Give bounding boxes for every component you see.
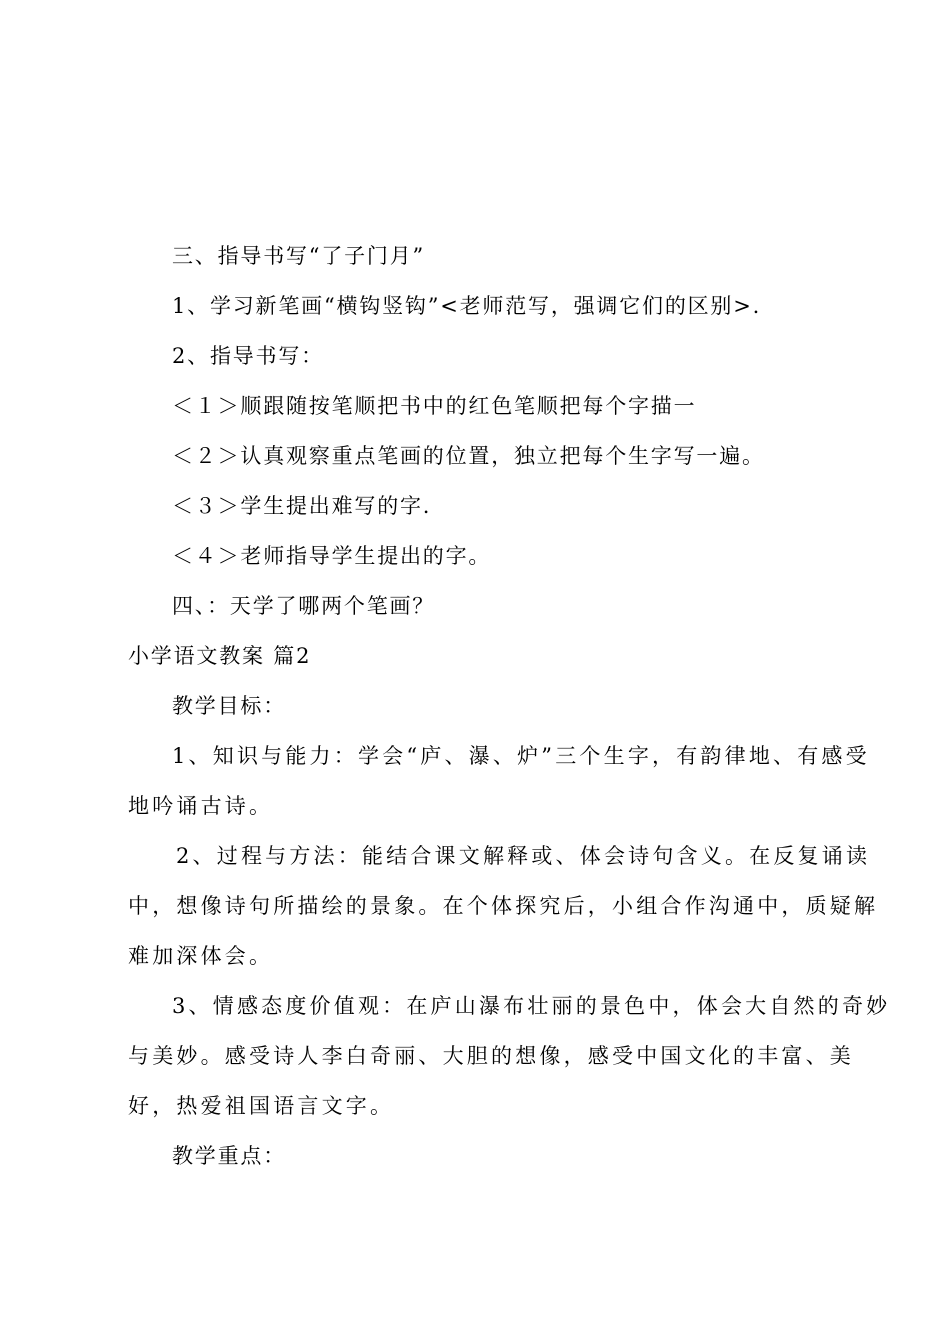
paragraph-continuation: 好，热爱祖国语言文字。: [128, 1094, 395, 1118]
section-heading: 教学重点：: [172, 1144, 286, 1168]
list-item: ＜１＞顺跟随按笔顺把书中的红色笔顺把每个字描一: [172, 394, 697, 418]
list-item: ＜２＞认真观察重点笔画的位置，独立把每个生字写一遍。: [172, 444, 765, 468]
paragraph-continuation: 中，想像诗句所描绘的景象。在个体探究后，小组合作沟通中，质疑解: [128, 894, 879, 918]
document-title: 小学语文教案 篇2: [128, 644, 312, 668]
section-heading: 教学目标：: [172, 694, 286, 718]
paragraph: 2、指导书写：: [172, 344, 324, 368]
paragraph: 1、学习新笔画“横钩竖钩”<老师范写，强调它们的区别>.: [172, 294, 762, 318]
section-heading: 三、指导书写“了子门月”: [172, 244, 426, 268]
section-heading: 四、：天学了哪两个笔画？: [172, 594, 436, 618]
paragraph-continuation: 与美妙。感受诗人李白奇丽、大胆的想像，感受中国文化的丰富、美: [128, 1044, 854, 1068]
paragraph-continuation: 难加深体会。: [128, 944, 274, 968]
list-item: ＜４＞老师指导学生提出的字。: [172, 544, 492, 568]
paragraph-continuation: 地吟诵古诗。: [128, 794, 274, 818]
list-item: ＜３＞学生提出难写的字.: [172, 494, 432, 518]
paragraph: 1、知识与能力：学会“庐、瀑、炉”三个生字，有韵律地、有感受: [172, 744, 870, 768]
paragraph: 2、过程与方法：能结合课文解释或、体会诗句含义。在反复诵读: [176, 844, 871, 868]
paragraph: 3、情感态度价值观：在庐山瀑布壮丽的景色中，体会大自然的奇妙: [172, 994, 891, 1018]
